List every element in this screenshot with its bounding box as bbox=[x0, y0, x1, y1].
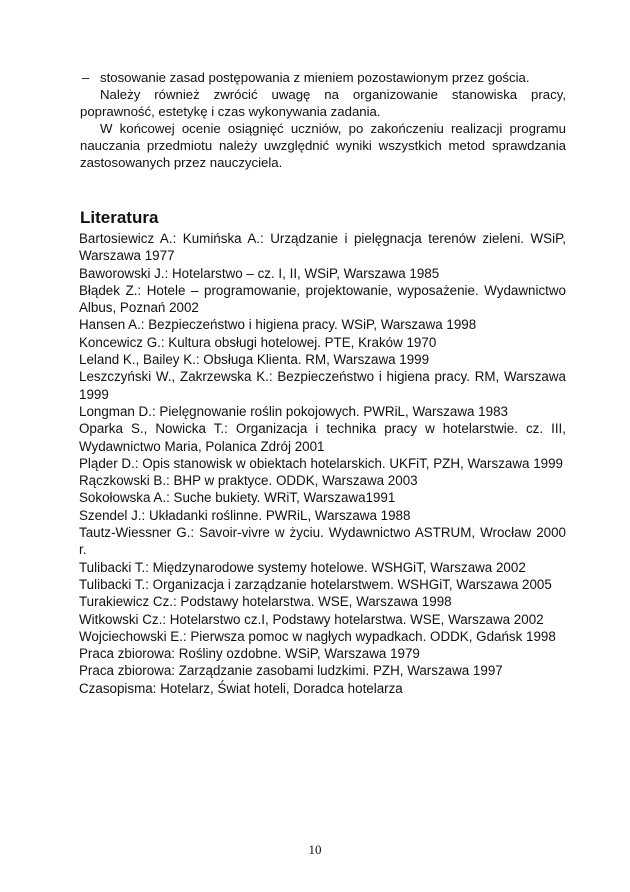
reference-item: Praca zbiorowa: Rośliny ozdobne. WSiP, Warszawa 1979 bbox=[79, 646, 420, 662]
reference-item: Tulibacki T.: Międzynarodowe systemy hotelowe. WSHGiT, Warszawa 2002 bbox=[79, 559, 526, 575]
literatura-heading: Literatura bbox=[80, 208, 159, 227]
reference-item: Rączkowski B.: BHP w praktyce. ODDK, Warszawa 2003 bbox=[79, 473, 418, 489]
reference-item: Bartosiewicz A.: Kumińska A.: Urządzanie i pielęgnacja terenów zieleni. WSiP, Warszawa 1977 bbox=[79, 231, 566, 264]
reference-item: Oparka S., Nowicka T.: Organizacja i technika pracy w hotelarstwie. cz. III, Wydawnictwo Maria, Polanica Zdrój 2001 bbox=[79, 421, 566, 454]
reference-item: Koncewicz G.: Kultura obsługi hotelowej. PTE, Kraków 1970 bbox=[79, 334, 437, 350]
page-number: 10 bbox=[308, 842, 322, 857]
reference-item: Sokołowska A.: Suche bukiety. WRiT, Warszawa1991 bbox=[79, 490, 396, 506]
reference-list bbox=[79, 230, 566, 697]
reference-item: Czasopisma: Hotelarz, Świat hoteli, Doradca hotelarza bbox=[79, 680, 403, 696]
reference-item: Longman D.: Pielęgnowanie roślin pokojowych. PWRiL, Warszawa 1983 bbox=[79, 403, 508, 419]
bullet-item bbox=[80, 69, 566, 86]
reference-item: Pląder D.: Opis stanowisk w obiektach hotelarskich. UKFiT, PZH, Warszawa 1999 bbox=[79, 455, 563, 471]
intro-section bbox=[80, 69, 566, 171]
reference-item: Wojciechowski E.: Pierwsza pomoc w nagłych wypadkach. ODDK, Gdańsk 1998 bbox=[79, 628, 556, 644]
paragraph-workstation: Należy również zwrócić uwagę na organizowanie stanowiska pracy, poprawność, estetykę i czas wykonywania zadania. bbox=[80, 87, 566, 119]
bullet-text: stosowanie zasad postępowania z mieniem pozostawionym przez gościa. bbox=[100, 70, 530, 85]
reference-item: Tulibacki T.: Organizacja i zarządzanie hotelarstwem. WSHGiT, Warszawa 2005 bbox=[79, 576, 552, 592]
reference-item: Błądek Z.: Hotele – programowanie, projektowanie, wyposażenie. Wydawnictwo Albus, Poznań 2002 bbox=[79, 282, 566, 316]
reference-item: Tautz-Wiessner G.: Savoir-vivre w życiu. Wydawnictwo ASTRUM, Wrocław 2000 r. bbox=[79, 525, 566, 558]
reference-item: Praca zbiorowa: Zarządzanie zasobami ludzkimi. PZH, Warszawa 1997 bbox=[79, 663, 503, 679]
reference-item: Leland K., Bailey K.: Obsługa Klienta. RM, Warszawa 1999 bbox=[79, 352, 430, 368]
paragraph-assessment: W końcowej ocenie osiągnięć uczniów, po zakończeniu realizacji programu nauczania przedmiotu należy uwzględnić wyniki wszystkich metod sprawdzania zastosowanych przez nauczyciela. bbox=[80, 121, 566, 170]
reference-item: Hansen A.: Bezpieczeństwo i higiena pracy. WSiP, Warszawa 1998 bbox=[79, 317, 477, 333]
reference-item: Leszczyński W., Zakrzewska K.: Bezpieczeństwo i higiena pracy. RM, Warszawa 1999 bbox=[79, 369, 566, 402]
bullet-dash: – bbox=[82, 70, 90, 85]
reference-item: Szendel J.: Układanki roślinne. PWRiL, Warszawa 1988 bbox=[79, 507, 411, 523]
reference-item: Baworowski J.: Hotelarstwo – cz. I, II, WSiP, Warszawa 1985 bbox=[79, 265, 440, 281]
reference-item: Turakiewicz Cz.: Podstawy hotelarstwa. WSE, Warszawa 1998 bbox=[79, 594, 452, 610]
reference-item: Witkowski Cz.: Hotelarstwo cz.I, Podstawy hotelarstwa. WSE, Warszawa 2002 bbox=[79, 611, 544, 627]
